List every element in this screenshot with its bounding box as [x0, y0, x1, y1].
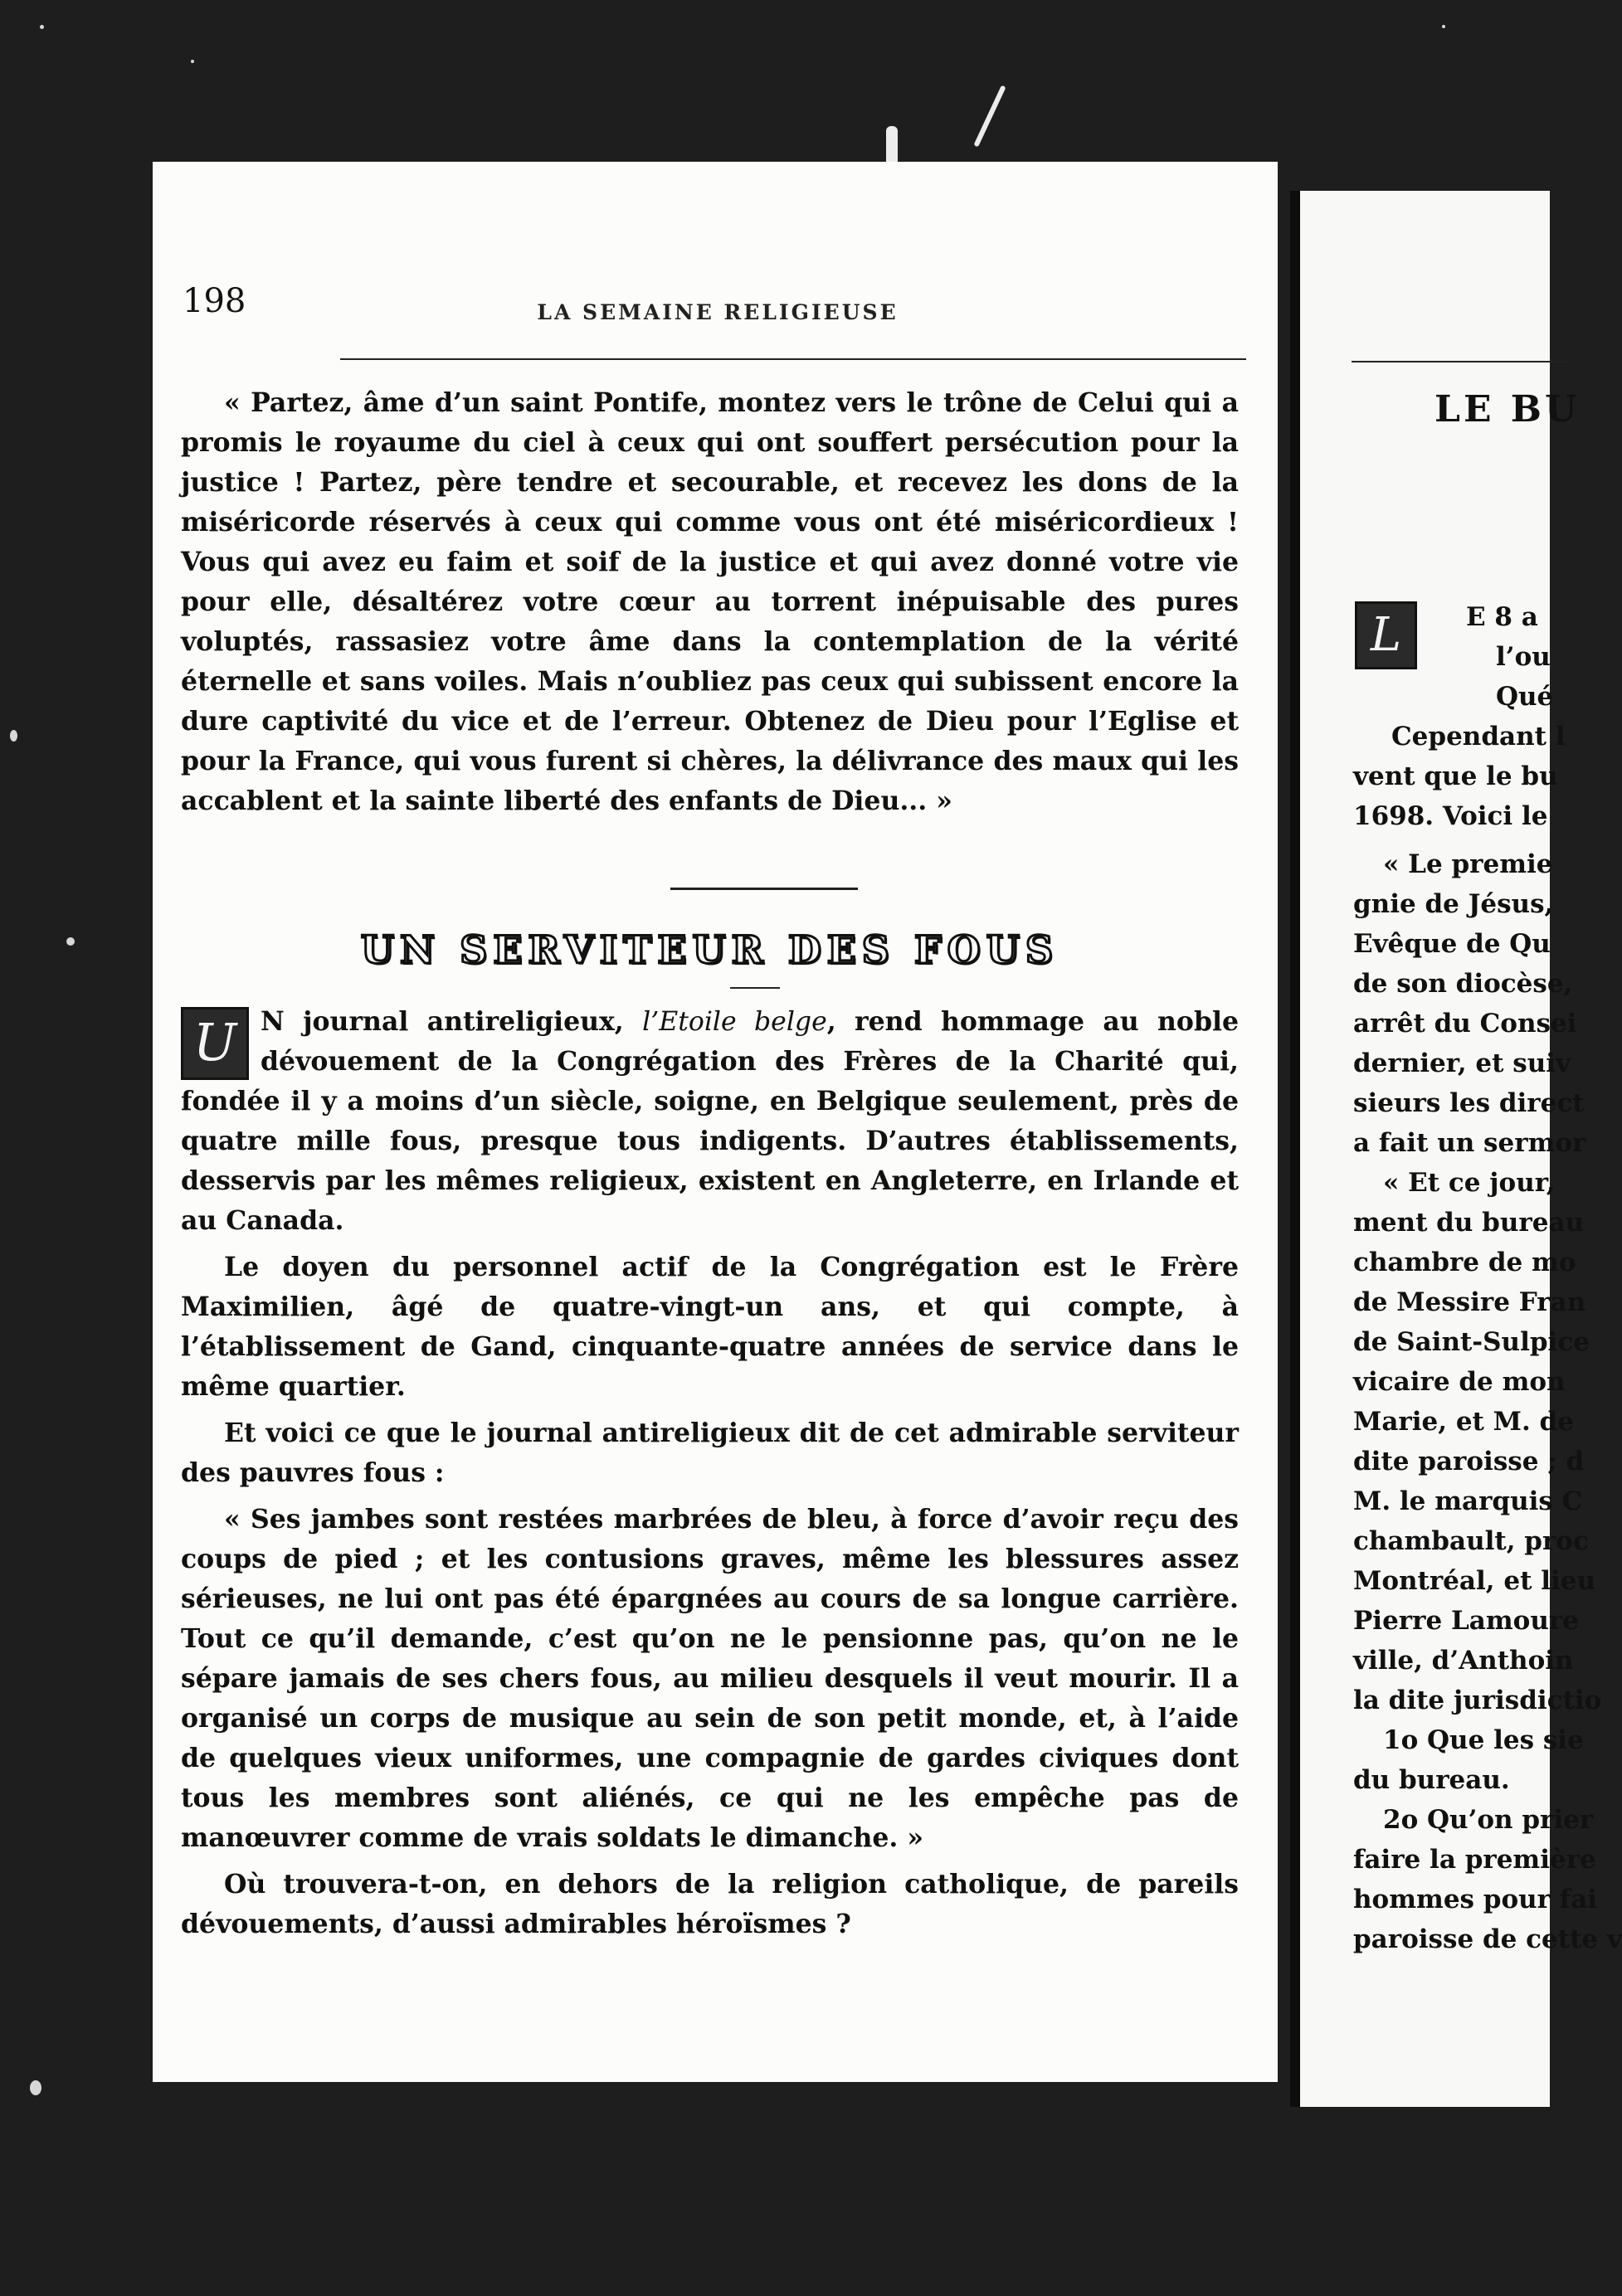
film-speck	[30, 2080, 41, 2095]
right-text-line: Qué	[1496, 682, 1554, 712]
right-text-line: la dite jurisdictio	[1353, 1686, 1602, 1715]
right-text-line: M. le marquis C	[1353, 1486, 1583, 1516]
right-text-top	[1300, 597, 1566, 836]
right-text-line: dernier, et suiv	[1353, 1048, 1571, 1078]
film-speck	[40, 25, 44, 29]
right-text-line: hommes pour fai	[1353, 1885, 1598, 1914]
right-text-line: chambault, proc	[1353, 1526, 1589, 1556]
right-text-line: de son diocèse,	[1353, 969, 1573, 999]
article-paragraph-2: Le doyen du personnel actif de la Congrégation est le Frère Maximilien, âgé de quatre-vingt-un ans, et qui compte, à l’établissement de Gand, cinquante-quatre années de service dans le même quartier.	[181, 1252, 1239, 1402]
article-title: UN SERVITEUR DES FOUS	[360, 927, 1059, 972]
right-text-line: a fait un sermor	[1353, 1128, 1586, 1158]
right-text-line: du bureau.	[1353, 1765, 1510, 1795]
right-text-line: sieurs les direct	[1353, 1088, 1585, 1118]
right-text-line: faire la première	[1353, 1845, 1596, 1875]
dropcap-letter: U	[181, 1007, 249, 1080]
right-text-line: vent que le bu	[1353, 761, 1558, 791]
article-paragraph-5: Où trouvera-t-on, en dehors de la religion catholique, de pareils dévouements, d’aussi admirables héroïsmes ?	[181, 1869, 1239, 1939]
right-text-line: Cependant l	[1391, 722, 1566, 752]
right-text-line: paroisse de cette v	[1353, 1924, 1622, 1954]
title-underline	[730, 987, 780, 989]
article-body	[181, 1002, 1239, 1944]
film-speck	[1442, 25, 1445, 28]
article-paragraph-3: Et voici ce que le journal antireligieux dit de cet admirable serviteur des pauvres fous :	[181, 1418, 1239, 1488]
right-header-rule	[1352, 361, 1567, 362]
intro-paragraph: « Partez, âme d’un saint Pontife, montez vers le trône de Celui qui a promis le royaume du ciel à ceux qui ont souffert persécution pour la justice ! Partez, père tendre et secourable, et recevez les dons de la miséricorde réservés à ceux qui comme vous ont été miséricordieux ! Vous qui avez eu faim et soif de la justice et qui avez donné votre vie pour elle, désaltérez votre cœur au torrent inépuisable des pures voluptés, rassasiez votre âme dans la contemplation de la vérité éternelle et sans voiles. Mais n’oubliez pas ceux qui subissent encore la dure captivité du vice et de l’erreur. Obtenez de Dieu pour l’Eglise et pour la France, qui vous furent si chères, la délivrance des maux qui les accablent et la sainte liberté des enfants de Dieu... »	[181, 387, 1239, 816]
right-text-line: dite paroisse ; d	[1353, 1447, 1585, 1476]
paragraph-1-lead: N journal antireligieux,	[261, 1006, 643, 1037]
running-title: LA SEMAINE RELIGIEUSE	[537, 300, 899, 324]
article-paragraph-4: « Ses jambes sont restées marbrées de bleu, à force d’avoir reçu des coups de pied ; et les contusions graves, même les blessures assez sérieuses, ne lui ont pas été épargnées au cours de sa longue carrière. Tout ce qu’il demande, c’est qu’on ne le pensionne pas, qu’on ne le sépare jamais de ses chers fous, au milieu desquels il veut mourir. Il a organisé un corps de musique au sein de son petit monde, et, à l’aide de quelques vieux uniformes, une compagnie de gardes civiques dont tous les membres sont aliénés, ce qui ne les empêche pas de manœuvrer comme de vrais soldats le dimanche. »	[181, 1504, 1239, 1853]
newspaper-name: l’Etoile belge	[642, 1007, 827, 1037]
header-rule	[340, 358, 1246, 360]
right-text-line: Pierre Lamoure	[1353, 1606, 1579, 1636]
paragraph-1-rest: , rend hommage au noble dévouement de la Congrégation des Frères de la Charité qui, fondée il y a moins d’un siècle, soigne, en Belgique seulement, près de quatre mille fous, presque tous indigents. D’autres établissements, desservis par les mêmes religieux, existent en Angleterre, en Irlande et au Canada.	[181, 1006, 1239, 1236]
right-page	[1290, 191, 1622, 2107]
right-text-line: vicaire de mon	[1353, 1367, 1566, 1397]
film-mark	[973, 85, 1006, 147]
right-text-line: ville, d’Anthoin	[1353, 1646, 1574, 1676]
running-head	[183, 282, 1253, 332]
film-mark	[886, 126, 898, 166]
right-text-line: « Le premie	[1383, 849, 1553, 879]
film-speck	[66, 937, 75, 946]
film-speck	[191, 60, 194, 63]
right-text-line: ment du bureau	[1353, 1208, 1585, 1238]
section-divider	[670, 888, 858, 890]
right-title-fragment: LE BU	[1434, 388, 1581, 430]
right-text-bottom	[1300, 844, 1622, 1959]
page-number: 198	[183, 282, 246, 320]
right-text-line: chambre de mo	[1353, 1248, 1576, 1277]
article-paragraph-1	[181, 1002, 1239, 1241]
intro-quote	[181, 383, 1239, 821]
right-text-line: Montréal, et lieu	[1353, 1566, 1596, 1596]
film-speck	[10, 730, 17, 742]
right-dropcap-letter: L	[1355, 601, 1417, 669]
right-text-line: E 8 a	[1466, 602, 1538, 632]
right-text-line: 1698. Voici le	[1353, 801, 1548, 831]
right-text-line: Evêque de Qu	[1353, 929, 1551, 959]
right-text-line: « Et ce jour,	[1383, 1168, 1556, 1198]
right-text-line: de Messire Fran	[1353, 1287, 1586, 1317]
right-text-line: l’ou	[1496, 642, 1551, 672]
right-text-line: 1o Que les sie	[1383, 1725, 1584, 1755]
right-text-line: 2o Qu’on prier	[1383, 1805, 1594, 1835]
right-text-line: de Saint-Sulpice	[1353, 1327, 1590, 1357]
right-text-line: Marie, et M. de	[1353, 1407, 1574, 1437]
right-text-line: arrêt du Consei	[1353, 1009, 1577, 1039]
right-text-line: gnie de Jésus,	[1353, 889, 1554, 919]
